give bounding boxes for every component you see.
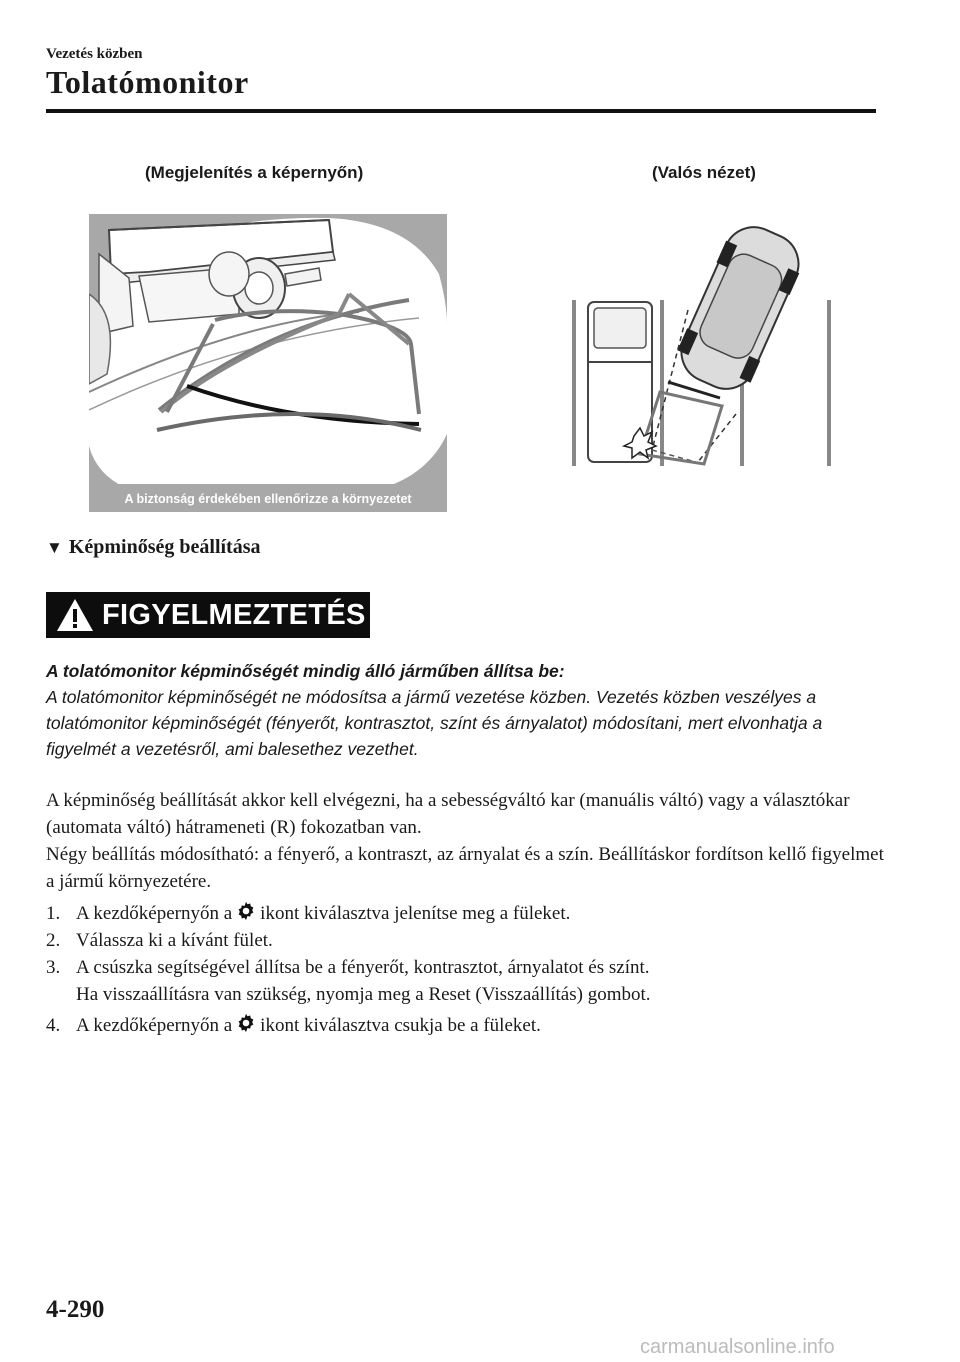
step-number: 4. [46, 1015, 61, 1036]
section-label: Vezetés közben [46, 46, 143, 62]
body-paragraph-1: A képminőség beállítását akkor kell elvégezni, ha a sebességváltó kar (manuális váltó) vagy a választókar (automata váltó) hátrameneti (R) fokozatban van. [46, 790, 850, 838]
watermark: carmanualsonline.info [640, 1336, 835, 1358]
title-divider [46, 109, 876, 113]
screen-view-caption: (Megjelenítés a képernyőn) [145, 163, 364, 182]
step-note: Ha visszaállításra van szükség, nyomja meg a Reset (Visszaállítás) gombot. [76, 984, 651, 1005]
page-number: 4-290 [46, 1296, 105, 1323]
real-view-caption: (Valós nézet) [652, 163, 756, 182]
step-text: ikont kiválasztva csukja be a füleket. [260, 1015, 541, 1036]
warning-lead: A tolatómonitor képminőségét mindig álló járműben állítsa be: [46, 661, 565, 681]
step-text: A csúszka segítségével állítsa be a fényerőt, kontrasztot, árnyalatot és színt. [76, 957, 650, 978]
step-text: Válassza ki a kívánt fület. [76, 930, 273, 951]
triangle-down-icon: ▼ [46, 538, 63, 557]
gear-icon [235, 900, 257, 922]
page-title: Tolatómonitor [46, 64, 249, 100]
step-number: 2. [46, 930, 61, 951]
step-text: A kezdőképernyőn a [76, 1015, 233, 1036]
step-number: 3. [46, 957, 61, 978]
monitor-display-illustration [89, 214, 447, 512]
screen-banner-text: A biztonság érdekében ellenőrizze a környezetet [124, 492, 412, 506]
body-paragraph-2: Négy beállítás módosítható: a fényerő, a kontraszt, az árnyalat és a szín. Beállításkor fordítson kellő figyelmet a jármű környezetére. [46, 844, 884, 892]
step-number: 1. [46, 903, 61, 924]
step-text: ikont kiválasztva jelenítse meg a füleket. [260, 903, 571, 924]
step-text: A kezdőképernyőn a [76, 903, 233, 924]
list-item [46, 954, 886, 1008]
gear-icon [235, 1012, 257, 1034]
steps-list [46, 900, 886, 1039]
warning-label: FIGYELMEZTETÉS [102, 598, 366, 631]
subsection-heading [46, 536, 261, 559]
body-text [46, 787, 886, 895]
warning-text-block [46, 658, 886, 762]
warning-triangle-icon [54, 595, 96, 635]
list-item [46, 927, 886, 954]
real-view-illustration [560, 210, 840, 470]
warning-banner [46, 592, 370, 638]
list-item [46, 900, 886, 927]
list-item [46, 1012, 886, 1039]
warning-body: A tolatómonitor képminőségét ne módosítsa a jármű vezetése közben. Vezetés közben veszélyes a tolatómonitor képminőségét (fényerőt, kontrasztot, színt és árnyalatot) módosítani, mert elvonhatja a figyelmét a vezetésről, ami balesethez vezethet. [46, 687, 823, 759]
subsection-title: Képminőség beállítása [68, 536, 261, 558]
